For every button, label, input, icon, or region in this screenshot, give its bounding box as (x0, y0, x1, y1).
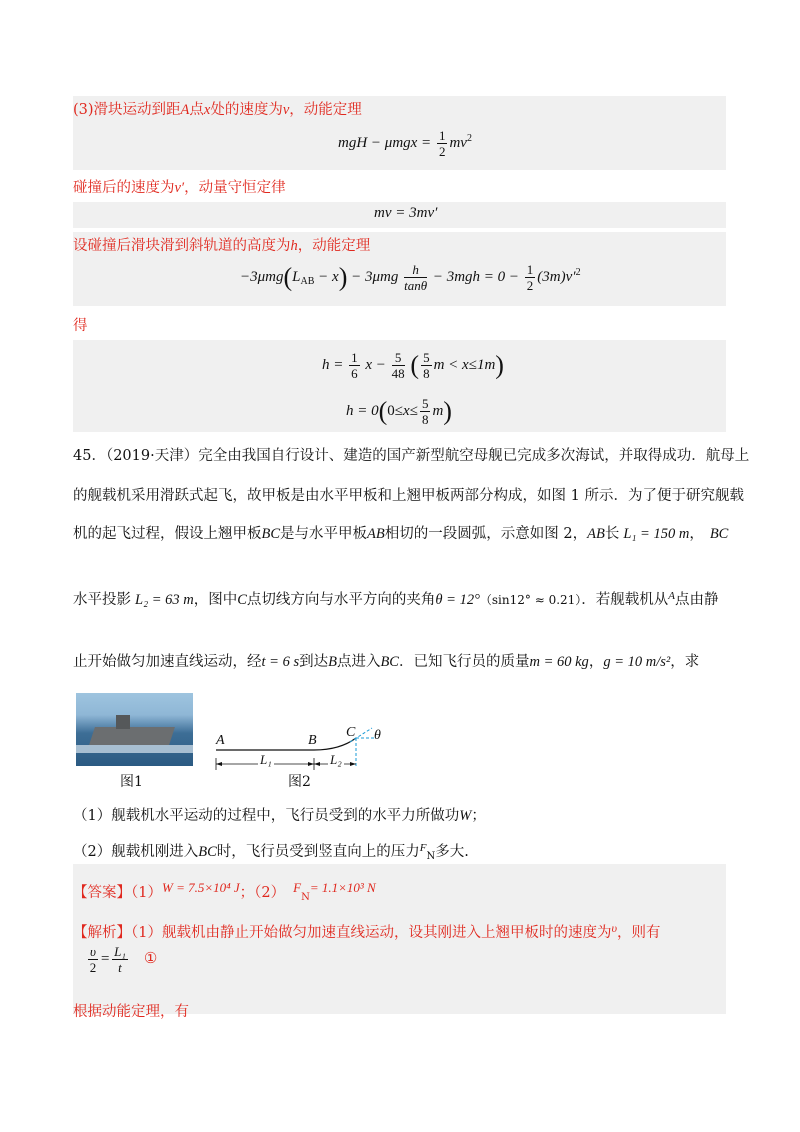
var: υ (611, 921, 617, 935)
num: 5 (421, 396, 429, 411)
equation-1 (86, 944, 157, 975)
eq-part: 1m (476, 356, 496, 373)
num: 1 (438, 128, 446, 143)
text: ，动能定理 (289, 102, 362, 118)
text: ，则有 (617, 925, 661, 941)
glyph: ≤ (394, 402, 404, 419)
text: ．若舰载机从 (581, 592, 669, 608)
num: 5 (423, 350, 430, 365)
var: L₁ = 150 m (623, 526, 690, 542)
ship-hull-shape (89, 727, 175, 745)
text: ； (471, 808, 486, 824)
figure-2-caption: 图2 (288, 774, 311, 790)
equation-momentum: mv = 3mv′ (374, 205, 438, 221)
var: m = 60 kg (529, 654, 589, 670)
text: ， (689, 526, 704, 542)
fraction (420, 396, 431, 427)
var: B (328, 654, 337, 670)
var: BC (709, 526, 729, 542)
exponent: 2 (466, 132, 472, 144)
exponent: 2 (575, 266, 581, 278)
text: 到达 (299, 654, 329, 670)
text: ，求 (670, 654, 700, 670)
ship-island-shape (116, 715, 130, 729)
subscript: N (426, 851, 436, 862)
question-line (73, 652, 699, 672)
var: v (282, 102, 290, 118)
var: v′ (174, 180, 185, 196)
num: h (404, 262, 427, 278)
eq-part: = (99, 950, 111, 967)
eq-part: L (292, 268, 301, 285)
var: AB (367, 526, 385, 542)
question-line: 45．（2019·天津）完全由我国自行设计、建造的国产新型航空母舰已完成多次海试，并取得成功．航母上 (73, 448, 750, 464)
question-line (73, 524, 728, 544)
glyph: ≤ (409, 402, 418, 419)
eq-part: −3μmg (240, 268, 284, 285)
eq-part: − x (318, 268, 339, 285)
text: ，动能定理 (297, 238, 371, 254)
answer-tag: 【答案】 (73, 885, 131, 901)
var: BC (198, 844, 217, 860)
text: ， (588, 654, 604, 670)
num: L₁ (114, 944, 126, 959)
fraction (88, 944, 98, 975)
text: 机的起飞过程，假设上翘甲板 (73, 526, 262, 542)
var: F (293, 880, 302, 895)
fraction (392, 350, 405, 381)
wake-shape (76, 745, 193, 753)
analysis-line (73, 918, 661, 943)
answer-line (73, 878, 376, 908)
fraction (421, 350, 432, 381)
var: BC (380, 654, 399, 670)
text: (3)滑块运动到距 (73, 102, 181, 118)
analysis-tag: 【解析】 (73, 925, 131, 941)
den: t (118, 960, 122, 975)
answer-2-value: = 1.1×10³ N (309, 880, 376, 895)
text: （2）舰载机刚进入 (73, 844, 199, 860)
var: C (237, 592, 247, 608)
var: W (459, 808, 472, 824)
L1-label: L₁ (260, 752, 272, 767)
fraction (404, 262, 427, 293)
den: tanθ (404, 278, 428, 293)
var: g = 10 m/s² (603, 654, 671, 670)
text: 点 (189, 102, 204, 118)
var: t = 6 s (261, 654, 300, 670)
question-line: 的舰载机采用滑跃式起飞，故甲板是由水平甲板和上翘甲板两部分构成，如图 1 所示．为了便于研究舰载 (73, 488, 744, 504)
var: BC (261, 526, 281, 542)
den: 8 (421, 412, 429, 427)
eq-part: mgH − μmgx = (338, 134, 432, 151)
text-line (73, 100, 362, 120)
subscript: AB (300, 275, 315, 287)
subscript: N (301, 892, 310, 903)
num: υ (90, 944, 96, 959)
den: 48 (391, 366, 405, 381)
text: ．已知飞行员的质量 (398, 654, 530, 670)
sub-question-1 (73, 806, 486, 826)
var: h (290, 238, 298, 254)
sub-question-2 (73, 838, 469, 867)
eq-part: x − (365, 356, 386, 373)
equation-number: ① (143, 950, 158, 967)
var: θ = 12° (435, 592, 480, 608)
text: 处的速度为 (210, 102, 283, 118)
den: 2 (526, 278, 534, 293)
var: F (419, 842, 427, 854)
answer-1-value: W = 7.5×10⁴ J (161, 880, 240, 895)
var: AB (587, 526, 605, 542)
eq-part: h = 0 (346, 402, 379, 419)
eq-part: m < x (433, 356, 469, 373)
text: ；（2） (239, 885, 286, 901)
var: A (668, 590, 676, 602)
text: 得 (73, 318, 88, 334)
eq-part: 0 (387, 402, 395, 419)
den: 6 (351, 366, 358, 381)
text-line (73, 236, 370, 256)
text: （sin12° ≈ 0.21） (479, 593, 582, 607)
var: A (180, 102, 190, 118)
text: 设碰撞后滑块滑到斜轨道的高度为 (73, 238, 291, 254)
text: 碰撞后的速度为 (73, 180, 175, 196)
text: 多大. (435, 844, 469, 860)
fraction (437, 128, 448, 159)
num: 1 (526, 262, 534, 277)
text: 点切线方向与水平方向的夹角 (246, 592, 436, 608)
point-C-label: C (346, 725, 356, 740)
text-line (73, 178, 286, 198)
eq-part: m (432, 402, 444, 419)
num: 5 (392, 350, 405, 366)
eq-part: h = (322, 356, 344, 373)
fraction (525, 262, 536, 293)
equation-result-1: h = $\frac{1}{6}$ x − $\frac{5}{48}$ ( $\frac{5}{8}$ m < x≤1m) (322, 350, 504, 381)
den: 2 (89, 960, 97, 975)
equation-result-2: h = 0(0≤x≤ $\frac{5}{8}$ m) (346, 396, 452, 427)
text: （1） (131, 885, 162, 901)
glyph: ≤ (468, 356, 477, 373)
den: 8 (423, 366, 430, 381)
var: L₂ = 63 m (135, 592, 194, 608)
den: 2 (438, 144, 446, 159)
text: （1）舰载机水平运动的过程中，飞行员受到的水平力所做功 (73, 808, 460, 824)
eq-part: x (403, 402, 410, 419)
point-B-label: B (308, 733, 317, 748)
text: 止开始做匀加速直线运动，经 (73, 654, 262, 670)
var: x (203, 102, 211, 118)
carrier-photo (76, 693, 193, 766)
text: 水平投影 (73, 592, 131, 608)
eq-part: − 3μmg (351, 268, 399, 285)
fraction (349, 350, 360, 381)
angle-theta-label: θ (374, 728, 381, 743)
text: 时，飞行员受到竖直向上的压力 (216, 844, 420, 860)
text: ，图中 (193, 592, 238, 608)
text: ，动量守恒定律 (184, 180, 286, 196)
question-line (73, 586, 719, 610)
num: 1 (351, 350, 358, 365)
fraction (112, 944, 128, 975)
text: 长 (604, 526, 620, 542)
text: 点进入 (336, 654, 381, 670)
eq-part: (3m)v′ (537, 268, 576, 285)
point-A-label: A (216, 733, 225, 748)
equation-energy (338, 128, 472, 159)
figure-1-caption: 图1 (120, 774, 143, 790)
text-line (73, 316, 88, 336)
text: （1）舰载机由静止开始做匀加速直线运动，设其刚进入上翘甲板时的速度为 (131, 925, 612, 941)
text: 是与水平甲板 (280, 526, 368, 542)
eq-part: − 3mgh = 0 − (432, 268, 520, 285)
equation-energy-2: $-3\mu mg(L_{AB} - x) - 3\mu mg$ $\frac{h}{\tan\theta}$ − 3mgh = 0 − $\frac{1}{2}$ $(3m)v'^2$ (240, 262, 581, 293)
analysis-line: 根据动能定理，有 (73, 1004, 189, 1020)
L2-label: L₂ (330, 752, 342, 767)
text: 点由静 (675, 592, 719, 608)
eq-part: mv (449, 134, 467, 151)
text: 相切的一段圆弧，示意如图 2， (384, 526, 588, 542)
